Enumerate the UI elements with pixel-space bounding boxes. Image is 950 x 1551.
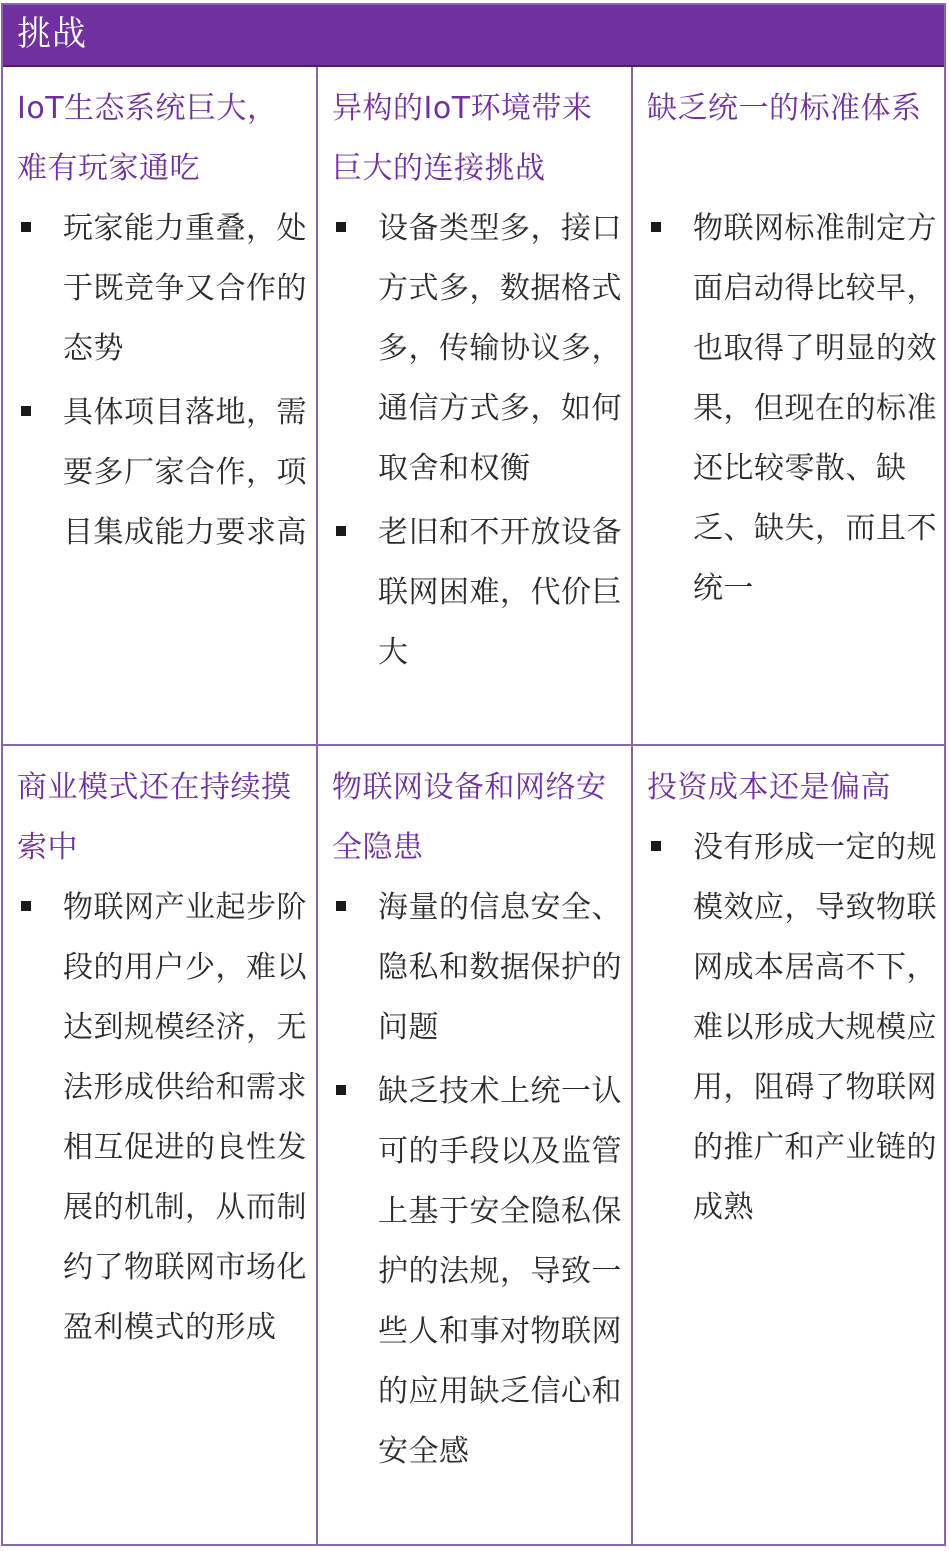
bullet-item	[633, 818, 943, 1238]
square-bullet-icon	[21, 901, 31, 911]
challenge-bullets	[318, 199, 628, 687]
square-bullet-icon	[336, 222, 346, 232]
challenge-bullets	[633, 818, 943, 1242]
challenges-table	[1, 3, 946, 1546]
table-header	[3, 5, 944, 67]
challenge-title: 投资成本还是偏高	[647, 770, 891, 805]
bullet-text: 老旧和不开放设备联网困难，代价巨大	[378, 515, 622, 670]
challenge-title: 商业模式还在持续摸索中	[17, 770, 292, 865]
challenge-title: 异构的IoT环境带来巨大的连接挑战	[332, 91, 593, 186]
square-bullet-icon	[651, 841, 661, 851]
bullet-item	[3, 199, 313, 379]
square-bullet-icon	[651, 222, 661, 232]
bullet-item	[318, 878, 628, 1058]
challenge-cell-investment-cost	[633, 746, 944, 1544]
bullet-item	[3, 383, 313, 563]
challenge-title: 物联网设备和网络安全隐患	[332, 770, 607, 865]
challenge-cell-heterogeneous-iot	[318, 67, 631, 744]
challenge-cell-iot-ecosystem	[3, 67, 316, 744]
challenge-title: 缺乏统一的标准体系	[647, 91, 922, 126]
bullet-item	[318, 199, 628, 499]
challenge-cell-business-model	[3, 746, 316, 1544]
square-bullet-icon	[336, 901, 346, 911]
challenge-bullets	[633, 199, 943, 623]
challenge-bullets	[3, 878, 313, 1362]
challenge-bullets	[3, 199, 313, 567]
bullet-text: 物联网产业起步阶段的用户少，难以达到规模经济，无法形成供给和需求相互促进的良性发展的机制，从而制约了物联网市场化盈利模式的形成	[63, 890, 307, 1345]
challenge-title: IoT生态系统巨大，难有玩家通吃	[17, 91, 278, 186]
bullet-text: 海量的信息安全、隐私和数据保护的问题	[378, 890, 622, 1045]
square-bullet-icon	[21, 406, 31, 416]
bullet-item	[318, 1062, 628, 1482]
bullet-text: 物联网标准制定方面启动得比较早，也取得了明显的效果，但现在的标准还比较零散、缺乏、缺失，而且不统一	[693, 211, 937, 606]
table-header-title: 挑战	[17, 14, 87, 54]
bullet-text: 具体项目落地，需要多厂家合作，项目集成能力要求高	[63, 395, 307, 550]
bullet-text: 玩家能力重叠，处于既竞争又合作的态势	[63, 211, 307, 366]
bullet-item	[318, 503, 628, 683]
bullet-text: 设备类型多，接口方式多，数据格式多，传输协议多，通信方式多，如何取舍和权衡	[378, 211, 622, 486]
square-bullet-icon	[21, 222, 31, 232]
challenge-cell-security	[318, 746, 631, 1544]
challenges-grid	[3, 67, 944, 1544]
bullet-text: 没有形成一定的规模效应，导致物联网成本居高不下，难以形成大规模应用，阻碍了物联网的推广和产业链的成熟	[693, 830, 937, 1225]
bullet-text: 缺乏技术上统一认可的手段以及监管上基于安全隐私保护的法规，导致一些人和事对物联网的应用缺乏信心和安全感	[378, 1074, 622, 1469]
square-bullet-icon	[336, 1085, 346, 1095]
bullet-item	[3, 878, 313, 1358]
challenge-bullets	[318, 878, 628, 1486]
bullet-item	[633, 199, 943, 619]
square-bullet-icon	[336, 526, 346, 536]
challenge-cell-standards	[633, 67, 944, 744]
